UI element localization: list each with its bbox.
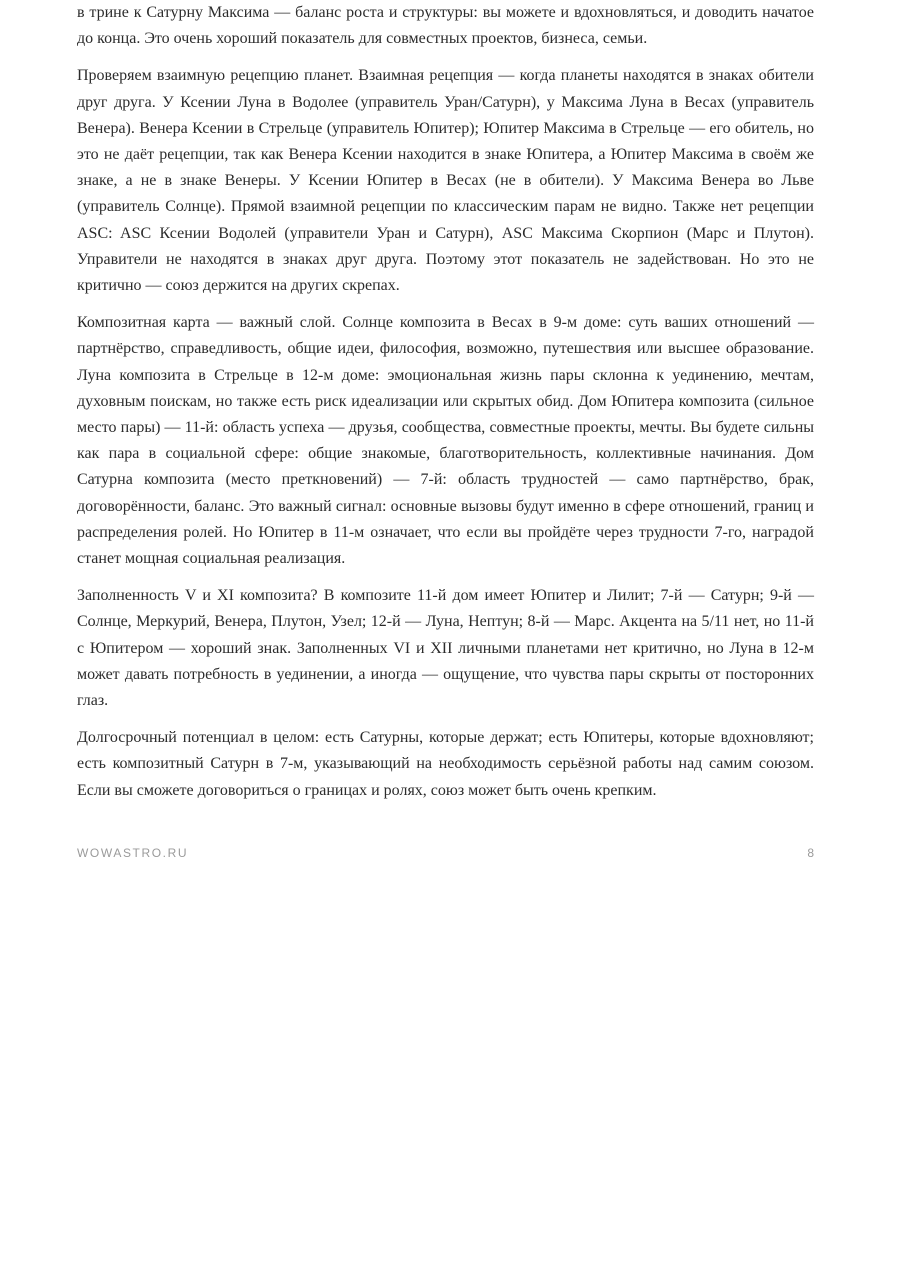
paragraph-long-term-potential: Долгосрочный потенциал в целом: есть Сатурны, которые держат; есть Юпитеры, которые вдохновляют; есть композитный Сатурн в 7-м, указывающий на необходимость серьёзной работы над самим союзом. Если вы сможете договориться о границах и ролях, союз может быть очень крепким.	[77, 729, 814, 799]
page-footer	[77, 846, 814, 860]
site-name: WOWASTRO.RU	[77, 846, 189, 860]
document-body	[77, 0, 814, 815]
paragraph-mutual-reception: Проверяем взаимную рецепцию планет. Взаимная рецепция — когда планеты находятся в знаках обители друг друга. У Ксении Луна в Водолее (управитель Уран/Сатурн), у Максима Луна в Весах (управитель Венера). Венера Ксении в Стрельце (управитель Юпитер); Юпитер Максима в Стрельце — его обитель, но это не даёт рецепции, так как Венера Ксении находится в знаке Юпитера, а Юпитер Максима в своём же знаке, а не в знаке Венеры. У Ксении Юпитер в Весах (не в обители). У Максима Венера во Льве (управитель Солнце). Прямой взаимной рецепции по классическим парам не видно. Также нет рецепции ASC: ASC Ксении Водолей (управители Уран и Сатурн), ASC Максима Скорпион (Марс и Плутон). Управители не находятся в знаках друг друга. Поэтому этот показатель не задействован. Но это не критично — союз держится на других скрепах.	[77, 67, 814, 295]
paragraph-composite-houses: Заполненность V и XI композита? В композите 11-й дом имеет Юпитер и Лилит; 7-й — Сатурн; 9-й — Солнце, Меркурий, Венера, Плутон, Узел; 12-й — Луна, Нептун; 8-й — Марс. Акцента на 5/11 нет, но 11-й с Юпитером — хороший знак. Заполненных VI и XII личными планетами нет критично, но Луна в 12-м может давать потребность в уединении, а иногда — ощущение, что чувства пары скрыты от посторонних глаз.	[77, 587, 814, 710]
paragraph-trine-saturn: в трине к Сатурну Максима — баланс роста и структуры: вы можете и вдохновляться, и доводить начатое до конца. Это очень хороший показатель для совместных проектов, бизнеса, семьи.	[77, 4, 814, 48]
page-number: 8	[807, 846, 814, 860]
paragraph-composite-chart: Композитная карта — важный слой. Солнце композита в Весах в 9-м доме: суть ваших отношений — партнёрство, справедливость, общие идеи, философия, возможно, путешествия или высшее образование. Луна композита в Стрельце в 12-м доме: эмоциональная жизнь пары склонна к уединению, мечтам, духовным поискам, но также есть риск идеализации или скрытых обид. Дом Юпитера композита (сильное место пары) — 11-й: область успеха — друзья, сообщества, совместные проекты, мечты. Вы будете сильны как пара в социальной сфере: общие знакомые, благотворительность, коллективные начинания. Дом Сатурна композита (место преткновений) — 7-й: область трудностей — само партнёрство, брак, договорённости, баланс. Это важный сигнал: основные вызовы будут именно в сфере отношений, границ и распределения ролей. Но Юпитер в 11-м означает, что если вы пройдёте через трудности 7-го, наградой станет мощная социальная реализация.	[77, 314, 814, 568]
